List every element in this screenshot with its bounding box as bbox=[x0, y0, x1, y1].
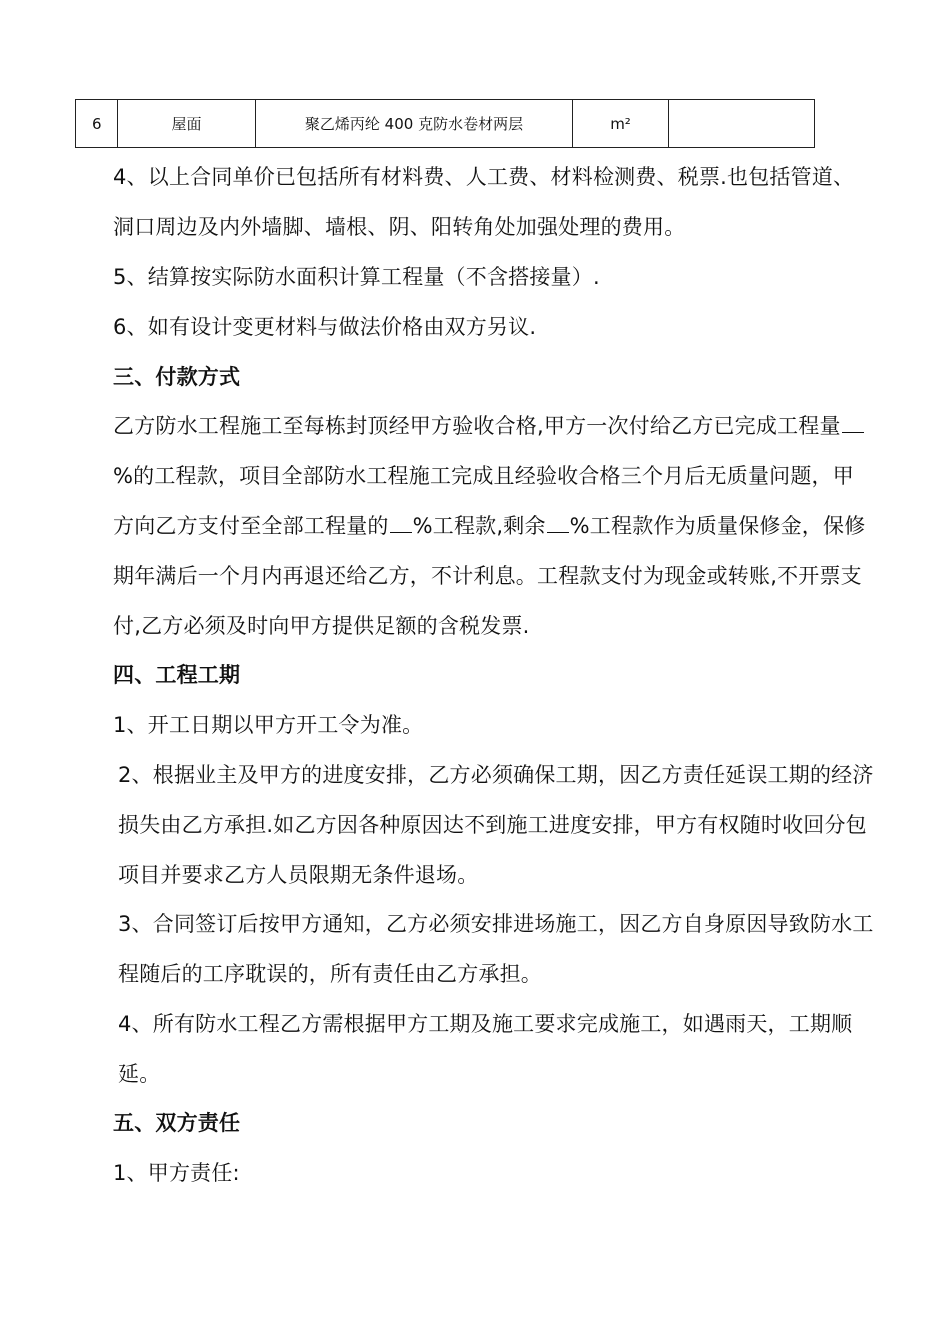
row-location: 屋面 bbox=[118, 100, 256, 148]
section-5-heading: 五、双方责任 bbox=[113, 1111, 241, 1135]
section-3-text bbox=[113, 401, 873, 651]
row-number: 6 bbox=[76, 100, 118, 148]
clause-4: 4、以上合同单价已包括所有材料费、人工费、材料检测费、税票.也包括管道、洞口周边及内外墙脚、墙根、阴、阳转角处加强处理的费用。 bbox=[113, 165, 855, 239]
section-4-item-2: 2、根据业主及甲方的进度安排，乙方必须确保工期，因乙方责任延误工期的经济损失由乙方承担.如乙方因各种原因达不到施工进度安排，甲方有权随时收回分包项目并要求乙方人员限期无条件退场。 bbox=[118, 763, 874, 887]
blank-underline bbox=[390, 531, 412, 533]
section-3-text-b: %的工程款，项目全部防水工程施工完成且经验收合格三个月后无质量问题，甲方向乙方支付至全部工程量的 bbox=[113, 464, 854, 538]
section-3-heading: 三、付款方式 bbox=[113, 365, 241, 389]
clause-5: 5、结算按实际防水面积计算工程量（不含搭接量）. bbox=[113, 265, 600, 289]
blank-underline bbox=[547, 531, 569, 533]
table-row bbox=[76, 100, 815, 148]
section-4-item-1: 1、开工日期以甲方开工令为准。 bbox=[113, 713, 424, 737]
row-material: 聚乙烯丙纶 400 克防水卷材两层 bbox=[256, 100, 573, 148]
section-4-item-4: 4、所有防水工程乙方需根据甲方工期及施工要求完成施工，如遇雨天，工期顺延。 bbox=[118, 1012, 853, 1086]
row-unit: m² bbox=[573, 100, 669, 148]
clause-6: 6、如有设计变更材料与做法价格由双方另议. bbox=[113, 315, 537, 339]
section-4-heading: 四、工程工期 bbox=[113, 663, 241, 687]
section-3-text-d: %工程款作为质量保修金，保修期年满后一个月内再退还给乙方，不计利息。工程款支付为现金或转账,不开票支付,乙方必须及时向甲方提供足额的含税发票. bbox=[113, 514, 866, 638]
price-table bbox=[75, 99, 815, 148]
section-5-item-1: 1、甲方责任: bbox=[113, 1161, 240, 1185]
blank-underline bbox=[842, 431, 864, 433]
section-4-item-3: 3、合同签订后按甲方通知，乙方必须安排进场施工，因乙方自身原因导致防水工程随后的工序耽误的，所有责任由乙方承担。 bbox=[118, 912, 874, 986]
section-3-text-a: 乙方防水工程施工至每栋封顶经甲方验收合格,甲方一次付给乙方已完成工程量 bbox=[113, 414, 841, 438]
row-price bbox=[669, 100, 815, 148]
section-3-text-c: %工程款,剩余 bbox=[412, 514, 546, 538]
